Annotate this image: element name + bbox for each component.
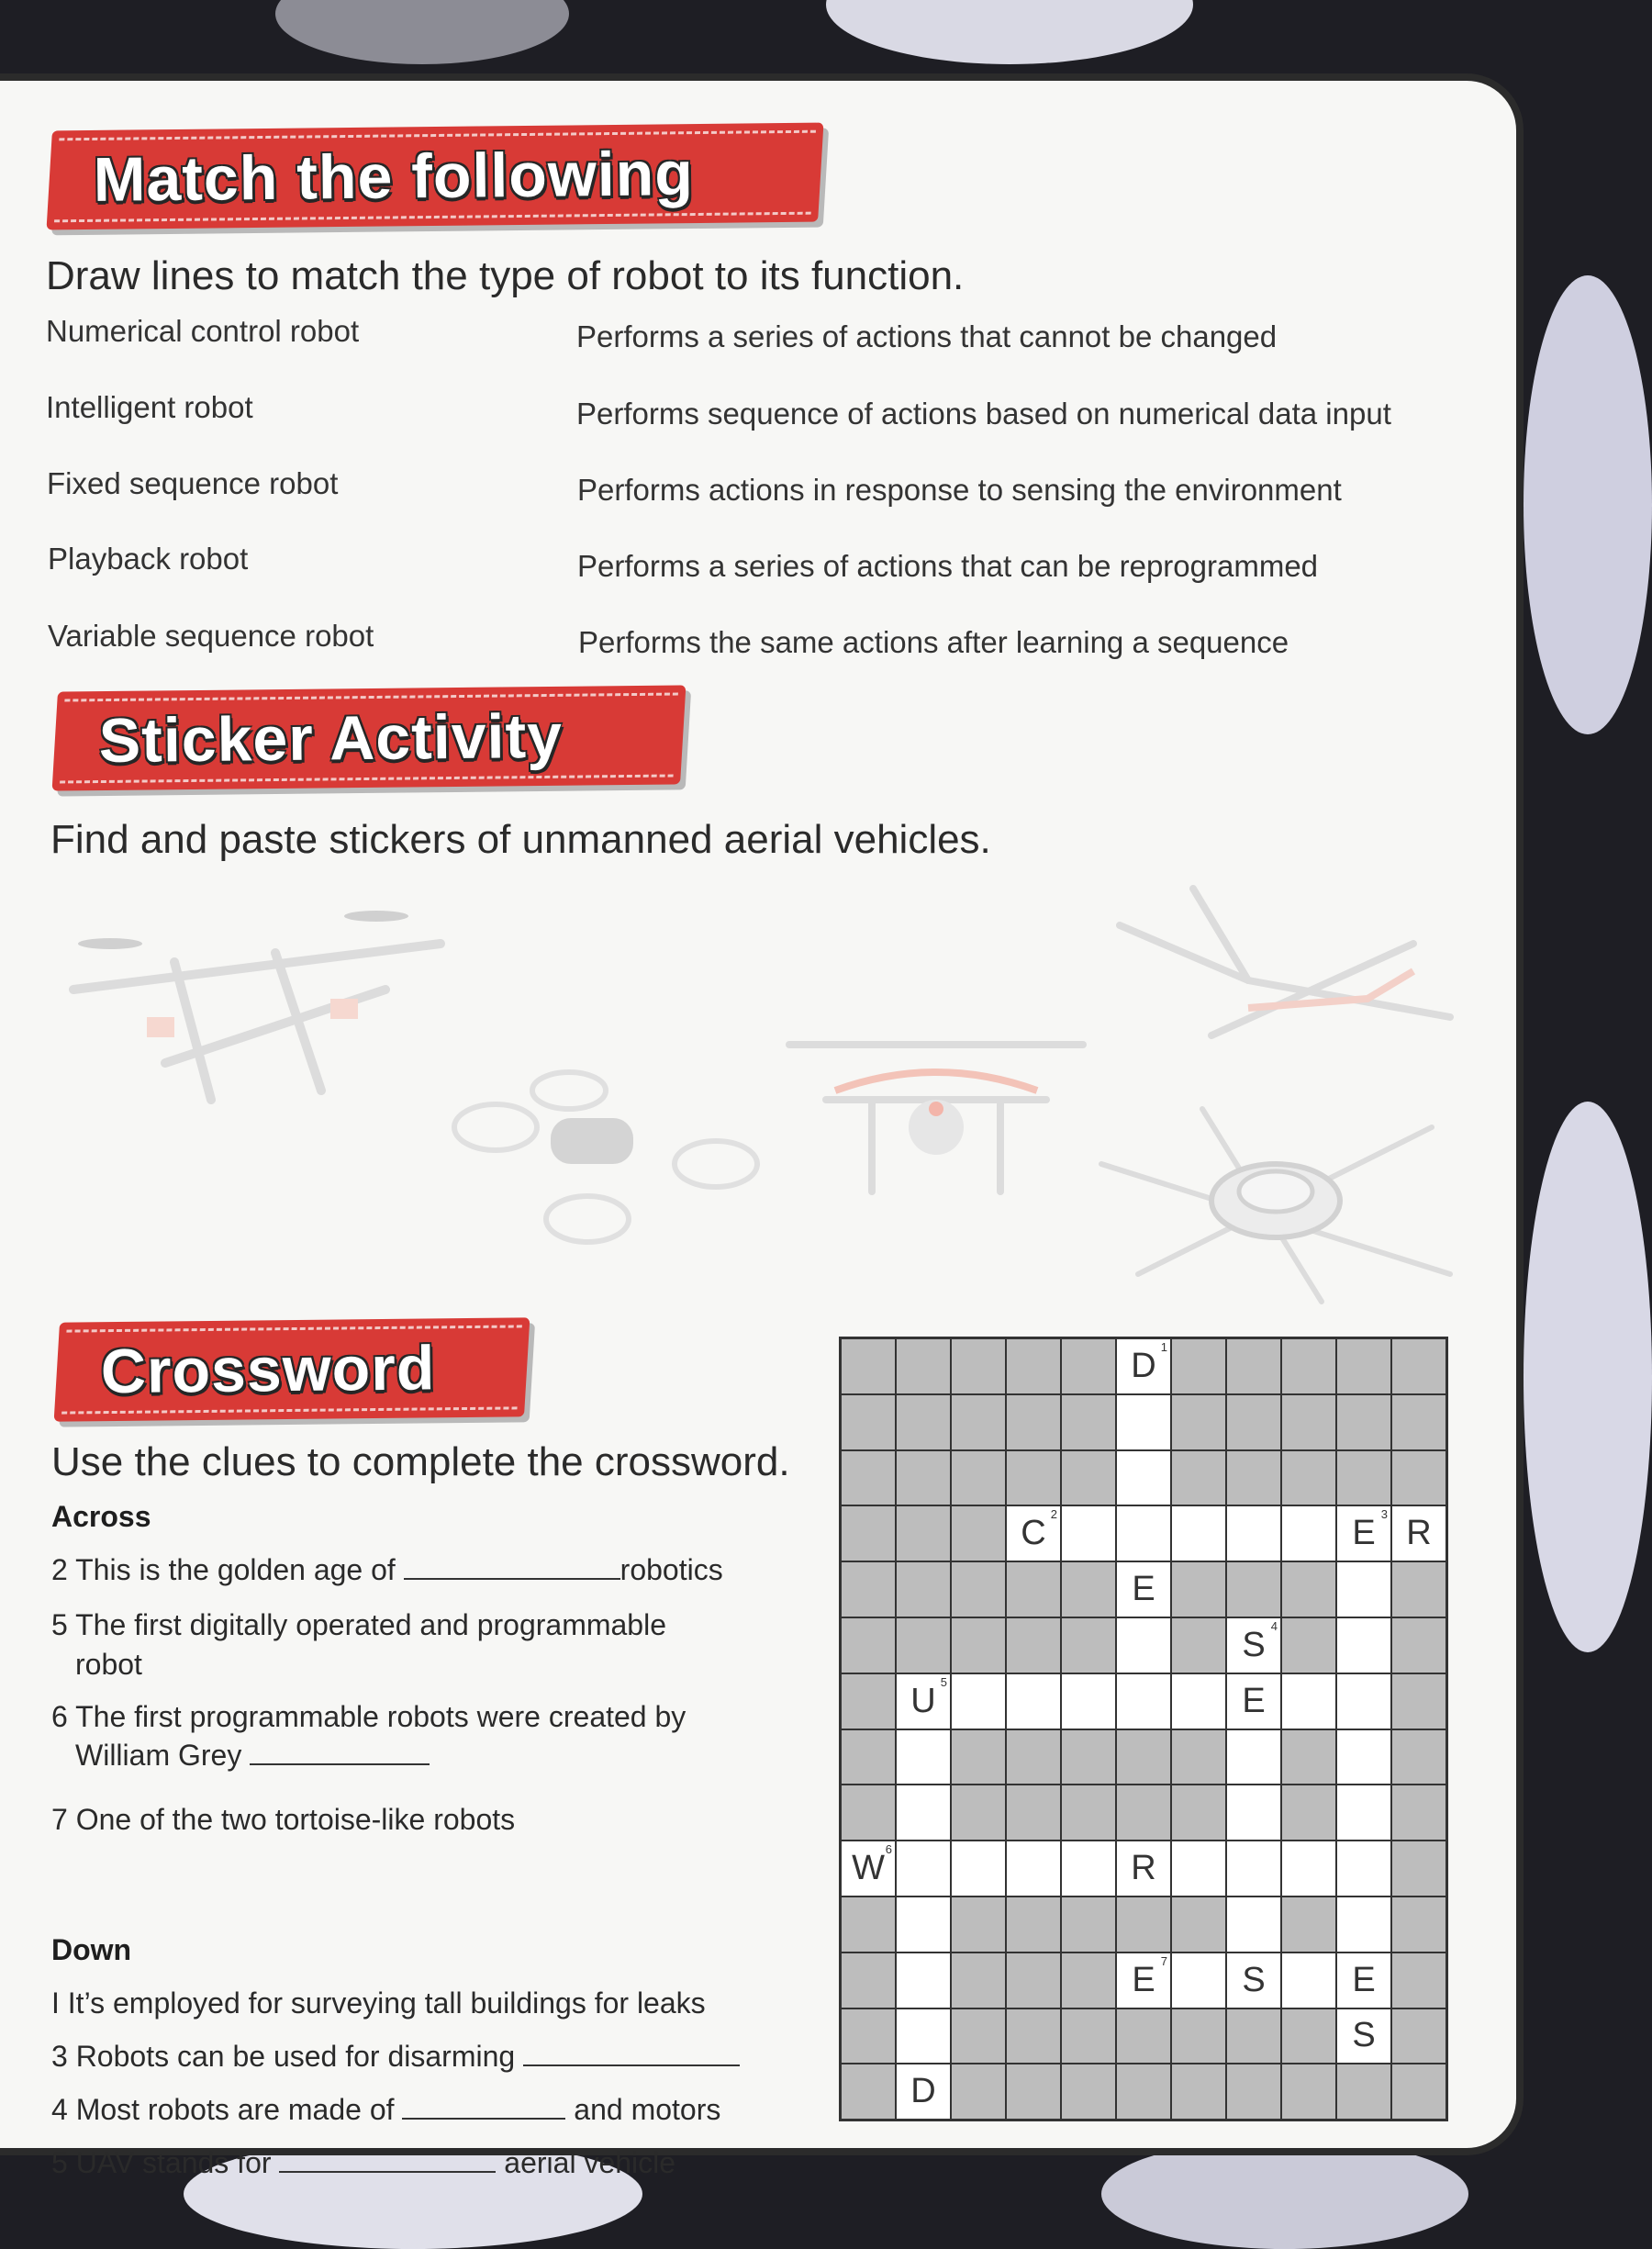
background-texture	[1101, 2139, 1468, 2249]
crossword-cell-blocked	[842, 1339, 895, 1393]
crossword-cell-open[interactable]	[1337, 1897, 1390, 1952]
answer-blank[interactable]	[279, 2170, 496, 2173]
crossword-cell-blocked	[1227, 1451, 1280, 1505]
crossword-cell-blocked	[1282, 2009, 1335, 2064]
crossword-cell-blocked	[1337, 1339, 1390, 1393]
answer-blank[interactable]	[523, 2064, 740, 2066]
left-item-2: Intelligent robot	[46, 390, 253, 424]
crossword-cell-blocked	[952, 1506, 1005, 1561]
drone-illustration-5	[1083, 1091, 1468, 1311]
crossword-cell-open[interactable]	[897, 1897, 950, 1952]
drone-illustration-4	[1065, 852, 1478, 1091]
crossword-cell-blocked	[1117, 2009, 1170, 2064]
crossword-cell-blocked	[1007, 1953, 1060, 2008]
crossword-cell-blocked	[1392, 1897, 1446, 1952]
crossword-cell-blocked	[1172, 1395, 1225, 1449]
crossword-cell-blocked	[1392, 2064, 1446, 2119]
crossword-cell-blocked	[1282, 1451, 1335, 1505]
crossword-cell-open[interactable]	[1337, 1785, 1390, 1840]
crossword-cell-open[interactable]	[952, 1674, 1005, 1729]
crossword-cell-blocked	[1007, 1451, 1060, 1505]
crossword-cell-blocked	[842, 1953, 895, 2008]
right-item-4: Performs a series of actions that can be reprogrammed	[577, 549, 1319, 583]
crossword-cell-open[interactable]	[1172, 1841, 1225, 1896]
crossword-letter: U	[910, 1681, 936, 1720]
crossword-cell-open[interactable]	[1172, 1674, 1225, 1729]
crossword-cell-blocked	[897, 1395, 950, 1449]
crossword-cell-blocked	[1172, 1451, 1225, 1505]
crossword-letter: R	[1406, 1514, 1432, 1553]
crossword-cell-open[interactable]	[1117, 1841, 1170, 1896]
sticker-banner	[52, 685, 686, 790]
crossword-cell-open[interactable]	[897, 1730, 950, 1785]
crossword-cell-blocked	[1007, 1395, 1060, 1449]
crossword-cell-open[interactable]	[897, 2009, 950, 2064]
crossword-cell-open[interactable]	[1117, 1674, 1170, 1729]
crossword-cell-blocked	[842, 1451, 895, 1505]
crossword-clue-number: 6	[885, 1842, 892, 1857]
crossword-clue-number: 7	[1160, 1953, 1167, 1968]
crossword-cell-open[interactable]	[1337, 1562, 1390, 1617]
crossword-cell-blocked	[952, 1562, 1005, 1617]
crossword-cell-blocked	[1392, 1730, 1446, 1785]
crossword-cell-blocked	[952, 2064, 1005, 2119]
crossword-cell-blocked	[1337, 1395, 1390, 1449]
crossword-cell-blocked	[1062, 2009, 1115, 2064]
crossword-cell-blocked	[897, 1562, 950, 1617]
crossword-cell-open[interactable]	[1227, 1841, 1280, 1896]
crossword-cell-open[interactable]	[1337, 1730, 1390, 1785]
crossword-cell-blocked	[952, 1618, 1005, 1673]
clue-across-5-text: 5 The first digitally operated and programmable	[51, 1608, 666, 1641]
crossword-cell-blocked	[1282, 1618, 1335, 1673]
crossword-cell-blocked	[952, 1897, 1005, 1952]
drone-illustration-1	[55, 879, 496, 1155]
worksheet-page	[0, 81, 1516, 2179]
crossword-cell-open[interactable]	[1337, 2009, 1390, 2064]
crossword-cell-open[interactable]	[1337, 1674, 1390, 1729]
crossword-cell-blocked	[1392, 1785, 1446, 1840]
crossword-cell-open[interactable]	[1117, 1953, 1170, 2008]
crossword-cell-blocked	[1172, 2009, 1225, 2064]
crossword-cell-blocked	[1282, 1785, 1335, 1840]
crossword-cell-open[interactable]	[897, 1841, 950, 1896]
left-item-4: Playback robot	[48, 542, 249, 576]
crossword-instruction: Use the clues to complete the crossword.	[51, 1439, 790, 1484]
crossword-cell-open[interactable]	[1172, 1506, 1225, 1561]
crossword-cell-open[interactable]	[1117, 1562, 1170, 1617]
crossword-cell-blocked	[1117, 1730, 1170, 1785]
crossword-cell-blocked	[1172, 1897, 1225, 1952]
crossword-cell-open[interactable]	[1337, 1953, 1390, 2008]
crossword-cell-blocked	[952, 1730, 1005, 1785]
crossword-clue-number: 2	[1050, 1507, 1057, 1522]
crossword-cell-open[interactable]	[1117, 1618, 1170, 1673]
right-item-5: Performs the same actions after learning a sequence	[578, 625, 1289, 659]
crossword-cell-blocked	[842, 1674, 895, 1729]
crossword-cell-blocked	[897, 1506, 950, 1561]
crossword-cell-open[interactable]	[1282, 1841, 1335, 1896]
crossword-cell-blocked	[1172, 2064, 1225, 2119]
crossword-letter: S	[1242, 1625, 1266, 1664]
right-item-2: Performs sequence of actions based on numerical data input	[576, 397, 1391, 431]
crossword-cell-open[interactable]	[952, 1841, 1005, 1896]
crossword-letter: W	[852, 1849, 885, 1888]
background-texture	[1524, 275, 1652, 734]
crossword-letter: E	[1242, 1681, 1266, 1720]
clue-across-6-cont	[75, 1739, 430, 1773]
crossword-letter: R	[1131, 1849, 1156, 1888]
crossword-cell-blocked	[1117, 1785, 1170, 1840]
crossword-cell-blocked	[897, 1451, 950, 1505]
crossword-cell-blocked	[1062, 1618, 1115, 1673]
background-texture	[1524, 1102, 1652, 1652]
crossword-cell-open[interactable]	[1062, 1674, 1115, 1729]
crossword-cell-open[interactable]	[1117, 1395, 1170, 1449]
crossword-cell-blocked	[1062, 1785, 1115, 1840]
crossword-cell-blocked	[1282, 1730, 1335, 1785]
crossword-cell-open[interactable]	[1117, 1451, 1170, 1505]
clue-down-5-suffix: aerial vehicle	[504, 2146, 676, 2179]
crossword-cell-blocked	[1007, 1339, 1060, 1393]
left-item-1: Numerical control robot	[46, 314, 360, 348]
crossword-cell-blocked	[1007, 1897, 1060, 1952]
left-item-5: Variable sequence robot	[48, 619, 374, 653]
crossword-cell-open[interactable]	[1117, 1506, 1170, 1561]
clue-across-6	[51, 1700, 686, 1734]
clue-across-2-suffix: robotics	[620, 1553, 723, 1586]
crossword-cell-open[interactable]	[1282, 1674, 1335, 1729]
crossword-cell-blocked	[1392, 1562, 1446, 1617]
crossword-letter: E	[1352, 1960, 1376, 1999]
crossword-cell-blocked	[1227, 2064, 1280, 2119]
crossword-cell-blocked	[952, 1339, 1005, 1393]
crossword-letter: S	[1242, 1960, 1266, 1999]
crossword-cell-blocked	[897, 1618, 950, 1673]
match-banner	[47, 123, 824, 230]
clue-across-5-cont: robot	[75, 1648, 142, 1681]
crossword-cell-blocked	[1007, 1618, 1060, 1673]
crossword-banner	[54, 1317, 530, 1421]
crossword-cell-blocked	[1117, 2064, 1170, 2119]
clue-across-2	[51, 1553, 723, 1587]
crossword-cell-open[interactable]	[1337, 1618, 1390, 1673]
match-title: Match the following	[93, 139, 695, 215]
crossword-cell-open[interactable]	[1172, 1953, 1225, 2008]
crossword-clue-number: 5	[940, 1674, 947, 1689]
clue-across-7: 7 One of the two tortoise-like robots	[51, 1803, 516, 1836]
crossword-cell-blocked	[1007, 2009, 1060, 2064]
crossword-letter: S	[1352, 2016, 1376, 2055]
across-heading: Across	[51, 1500, 151, 1533]
crossword-cell-blocked	[1062, 1730, 1115, 1785]
crossword-letter: E	[1132, 1960, 1155, 1999]
crossword-cell-blocked	[1337, 2064, 1390, 2119]
crossword-cell-open[interactable]	[1392, 1506, 1446, 1561]
crossword-cell-open[interactable]	[1227, 1730, 1280, 1785]
clue-down-5	[51, 2146, 675, 2180]
crossword-cell-blocked	[1062, 1451, 1115, 1505]
sticker-title: Sticker Activity	[98, 700, 564, 777]
crossword-cell-blocked	[1172, 1562, 1225, 1617]
crossword-cell-open[interactable]	[1282, 1506, 1335, 1561]
crossword-cell-blocked	[1007, 1562, 1060, 1617]
crossword-letter: D	[1131, 1346, 1156, 1385]
crossword-cell-blocked	[952, 1953, 1005, 2008]
clue-down-5-text: 5 UAV stands for	[51, 2146, 272, 2179]
clue-across-2-text: 2 This is the golden age of	[51, 1553, 396, 1586]
crossword-cell-open[interactable]	[1337, 1506, 1390, 1561]
crossword-cell-open[interactable]	[1227, 1897, 1280, 1952]
crossword-clue-number: 4	[1270, 1618, 1278, 1633]
crossword-cell-blocked	[1062, 1953, 1115, 2008]
crossword-cell-open[interactable]	[1062, 1506, 1115, 1561]
crossword-cell-blocked	[1172, 1730, 1225, 1785]
match-instruction: Draw lines to match the type of robot to its function.	[46, 253, 965, 298]
crossword-clue-number: 3	[1380, 1507, 1388, 1522]
crossword-cell-blocked	[1282, 1339, 1335, 1393]
crossword-cell-blocked	[842, 2064, 895, 2119]
crossword-cell-open[interactable]	[1117, 1339, 1170, 1393]
crossword-cell-blocked	[952, 1785, 1005, 1840]
drone-illustration-2	[431, 1054, 780, 1292]
crossword-cell-blocked	[1172, 1618, 1225, 1673]
answer-blank[interactable]	[402, 2117, 565, 2120]
down-heading: Down	[51, 1933, 132, 1966]
crossword-letter: E	[1132, 1570, 1155, 1609]
crossword-cell-blocked	[1172, 1785, 1225, 1840]
crossword-cell-open[interactable]	[1007, 1841, 1060, 1896]
crossword-cell-blocked	[952, 2009, 1005, 2064]
crossword-cell-blocked	[1117, 1897, 1170, 1952]
crossword-cell-blocked	[842, 1395, 895, 1449]
crossword-cell-open[interactable]	[842, 1841, 895, 1896]
crossword-cell-blocked	[1062, 1339, 1115, 1393]
background-texture	[826, 0, 1193, 64]
crossword-cell-blocked	[1392, 1841, 1446, 1896]
crossword-cell-open[interactable]	[897, 2064, 950, 2119]
crossword-cell-blocked	[842, 1785, 895, 1840]
crossword-clue-number: 1	[1160, 1340, 1167, 1354]
crossword-cell-blocked	[1227, 1562, 1280, 1617]
crossword-letter: C	[1021, 1514, 1046, 1553]
crossword-cell-blocked	[842, 1897, 895, 1952]
crossword-cell-open[interactable]	[1227, 1785, 1280, 1840]
crossword-cell-open[interactable]	[1227, 1506, 1280, 1561]
crossword-grid	[839, 1337, 1448, 2121]
crossword-cell-blocked	[1062, 1395, 1115, 1449]
crossword-cell-open[interactable]	[1062, 1841, 1115, 1896]
crossword-cell-blocked	[1392, 1395, 1446, 1449]
crossword-cell-open[interactable]	[1337, 1841, 1390, 1896]
crossword-cell-blocked	[1227, 1395, 1280, 1449]
crossword-cell-blocked	[842, 1730, 895, 1785]
crossword-cell-open[interactable]	[1007, 1506, 1060, 1561]
background-texture	[275, 0, 569, 64]
crossword-cell-blocked	[842, 1562, 895, 1617]
crossword-cell-blocked	[1007, 1730, 1060, 1785]
right-item-1: Performs a series of actions that cannot be changed	[576, 319, 1278, 353]
clue-down-4-suffix: and motors	[574, 2093, 721, 2126]
crossword-cell-blocked	[1392, 1618, 1446, 1673]
crossword-cell-blocked	[1007, 1785, 1060, 1840]
crossword-cell-open[interactable]	[1227, 1674, 1280, 1729]
right-item-3: Performs actions in response to sensing the environment	[577, 473, 1342, 507]
left-item-3: Fixed sequence robot	[47, 466, 339, 500]
crossword-cell-blocked	[1337, 1451, 1390, 1505]
sticker-instruction: Find and paste stickers of unmanned aerial vehicles.	[50, 817, 991, 862]
answer-blank[interactable]	[250, 1762, 430, 1765]
crossword-letter: D	[910, 2072, 936, 2111]
crossword-cell-blocked	[1282, 1562, 1335, 1617]
crossword-cell-blocked	[952, 1395, 1005, 1449]
crossword-cell-blocked	[1392, 1451, 1446, 1505]
crossword-cell-blocked	[842, 2009, 895, 2064]
crossword-cell-blocked	[842, 1506, 895, 1561]
crossword-title: Crossword	[100, 1333, 436, 1407]
crossword-cell-open[interactable]	[1227, 1618, 1280, 1673]
clue-down-4	[51, 2093, 720, 2127]
crossword-cell-blocked	[1392, 1953, 1446, 2008]
clue-across-6-text: 6 The first programmable robots were created by	[51, 1700, 686, 1733]
crossword-cell-blocked	[1392, 2009, 1446, 2064]
answer-blank[interactable]	[404, 1577, 620, 1580]
clue-down-3	[51, 2040, 740, 2074]
crossword-cell-open[interactable]	[897, 1674, 950, 1729]
crossword-cell-blocked	[1062, 1562, 1115, 1617]
crossword-cell-blocked	[1007, 2064, 1060, 2119]
crossword-cell-open[interactable]	[1227, 1953, 1280, 2008]
crossword-cell-blocked	[1282, 1897, 1335, 1952]
crossword-cell-blocked	[1227, 1339, 1280, 1393]
crossword-cell-blocked	[842, 1618, 895, 1673]
crossword-cell-blocked	[1392, 1339, 1446, 1393]
crossword-letter: E	[1352, 1514, 1376, 1553]
clue-across-5	[51, 1608, 666, 1642]
clue-down-4-text: 4 Most robots are made of	[51, 2093, 395, 2126]
crossword-cell-blocked	[1172, 1339, 1225, 1393]
clue-down-3-text: 3 Robots can be used for disarming	[51, 2040, 516, 2073]
crossword-cell-blocked	[897, 1339, 950, 1393]
crossword-cell-blocked	[1227, 2009, 1280, 2064]
crossword-cell-open[interactable]	[1282, 1953, 1335, 2008]
crossword-cell-open[interactable]	[897, 1785, 950, 1840]
crossword-cell-open[interactable]	[1007, 1674, 1060, 1729]
crossword-cell-blocked	[1282, 2064, 1335, 2119]
crossword-cell-open[interactable]	[897, 1953, 950, 2008]
clue-down-1: I It’s employed for surveying tall buildings for leaks	[51, 1986, 706, 2020]
crossword-cell-blocked	[952, 1451, 1005, 1505]
crossword-cell-blocked	[1392, 1674, 1446, 1729]
crossword-cell-blocked	[1062, 1897, 1115, 1952]
clue-across-6-cont-text: William Grey	[75, 1739, 242, 1772]
crossword-cell-blocked	[1062, 2064, 1115, 2119]
crossword-cell-blocked	[1282, 1395, 1335, 1449]
